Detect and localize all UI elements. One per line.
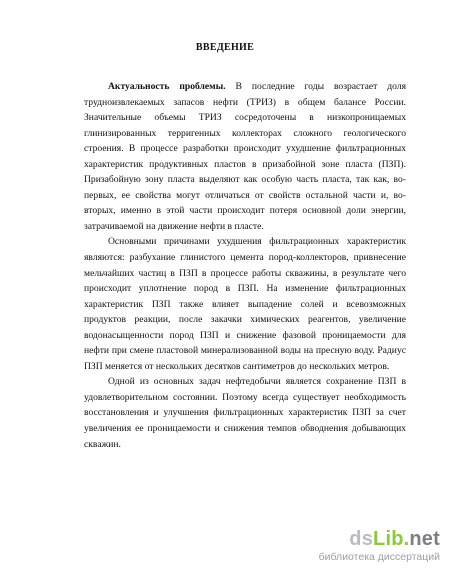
watermark-logo-net: net — [409, 528, 440, 550]
watermark-logo — [290, 528, 440, 550]
paragraph-relevance — [84, 79, 406, 234]
paragraph-causes — [84, 234, 406, 374]
watermark-logo-lib: Lib — [373, 528, 404, 550]
watermark-logo-ds: ds — [349, 528, 374, 550]
page-title: ВВЕДЕНИЕ — [195, 42, 255, 53]
watermark — [290, 528, 440, 563]
body-text — [84, 79, 406, 452]
paragraph-text: Одной из основных задач нефтедобычи является сохранение ПЗП в удовлетворительном состоянии. Поэтому всегда существует необходимость восстановления и улучшения фильтрационных характеристик ПЗП за счет увеличения ее проницаемости и снижения темпов обводнения добывающих скважин. — [84, 376, 406, 450]
watermark-logo-dot: . — [403, 528, 410, 550]
watermark-subtitle: библиотека диссертаций — [318, 551, 440, 563]
paragraph-text: Основными причинами ухудшения фильтрационных характеристик являются: разбухание глинистого цемента пород-коллекторов, привнесение мельчайших частиц в ПЗП в процессе работы скважины, в результате чего происходит уплотнение пород в ПЗП. На изменение фильтрационных характеристик ПЗП также влияет выпадение солей и всевозможных продуктов реакции, после закачки химических реагентов, увеличение водонасыщенности пород ПЗП и снижение фазовой проницаемости для нефти при смене пластовой минерализованной воды на пресную воду. Радиус ПЗП меняется от нескольких десятков сантиметров до нескольких метров. — [84, 236, 406, 372]
paragraph-tasks — [84, 374, 406, 452]
paragraph-lead: Актуальность проблемы. — [108, 81, 226, 92]
paragraph-text: В последние годы возрастает доля трудноизвлекаемых запасов нефти (ТРИЗ) в общем балансе России. Значительные объемы ТРИЗ сосредоточены в низкопроницаемых глинизированных терригенных коллекторах сложного геологического строения. В процессе разработки происходит ухудшение фильтрационных характеристик продуктивных пластов в призабойной зоне пласта (ПЗП). Призабойную зону пласта выделяют как особую часть пласта, так как, во-первых, ее свойства могут отличаться от свойств остальной части и, во-вторых, именно в этой части происходит потеря основной доли энергии, затрачиваемой на движение нефти в пласте. — [84, 81, 406, 232]
